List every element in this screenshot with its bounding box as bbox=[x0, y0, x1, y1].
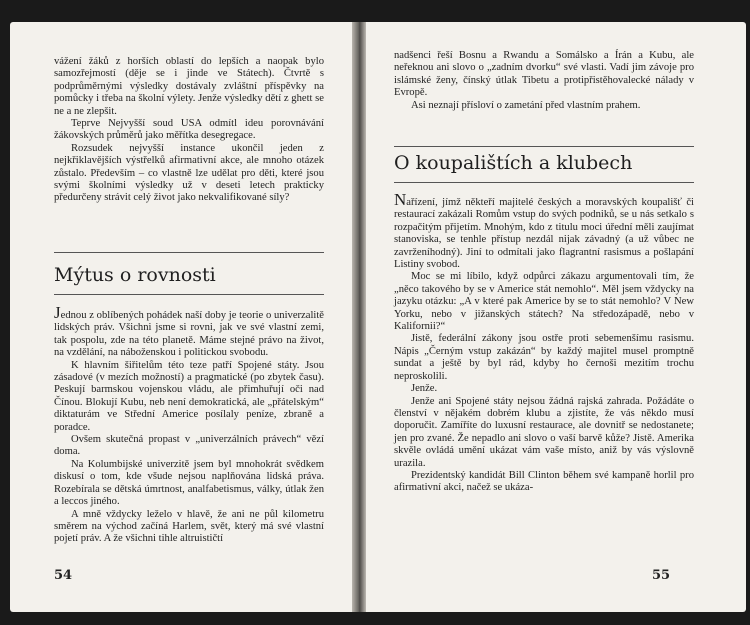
paragraph: K hlavním šiřitelům této teze patří Spojené státy. Jsou zásadové (v mezích možností) a pragmatické (po zbytek času). Peskují barmskou vojenskou vládu, ale přimhuřují oči nad Čínou. Blokují Kubu, neb není demokratická, ale „přátelským“ diktaturám ve Střední Americe posílaly peníze, zbraně a poradce. bbox=[54, 359, 324, 433]
left-page bbox=[10, 22, 352, 612]
paragraph: Nařízení, jímž někteří majitelé českých a moravských koupališť či restaurací zakázali Romům vstup do svých podniků, se u nás setkalo s rozpačitým přijetím. Mnohým, kdo z titulu moci úřední měli zaujímat stanoviska, se tenhle přístup nezdál nijak závadný (a už vůbec ne zavrženíhodný). Jiní to odmítali jako flagrantní rasismus a pošlapání Listiny svobod. bbox=[394, 190, 694, 271]
right-top-text bbox=[394, 50, 694, 112]
paragraph: Jenže. bbox=[410, 383, 438, 395]
page-number: 55 bbox=[652, 568, 671, 583]
drop-cap: N bbox=[394, 190, 407, 209]
paragraph: Rozsudek nejvyšší instance ukončil jeden z nejkřiklavějších výstřelků afirmativní akce, ale mnoho otázek zůstalo. Především – co vlastně lze udělat pro děti, které jsou svými školními výsledky už v deseti letech prakticky předurčeny strávit celý život jako nekvalifikované síly? bbox=[54, 142, 324, 204]
right-page bbox=[366, 22, 746, 612]
drop-cap: J bbox=[54, 303, 61, 322]
paragraph: Asi neznají přísloví o zametání před vlastním prahem. bbox=[410, 99, 641, 111]
paragraph: Ovšem skutečná propast v „univerzálních právech“ vězí doma. bbox=[54, 434, 324, 458]
section-title: Mýtus o rovnosti bbox=[54, 264, 216, 286]
paragraph: A mně vždycky leželo v hlavě, že ani ne půl kilometru směrem na východ začíná Harlem, svět, který má své vlastní pojetí práv. A že všichni tihle altruističtí bbox=[54, 508, 324, 545]
left-top-text bbox=[54, 56, 324, 205]
divider bbox=[394, 182, 694, 183]
paragraph: Moc se mi líbilo, když odpůrci zákazu argumentovali tím, že „něco takového by se v Americe stát nemohlo“. Měl jsem vždycky na jazyku otázku: „A v které pak Americe by se to stát nemohlo? V New Yorku, nebo v jižanských státech? Na středozápadě, nebo v Kalifornii?“ bbox=[394, 271, 694, 333]
paragraph: Jistě, federální zákony jsou ostře proti sebemenšímu rasismu. Nápis „Černým vstup zakázán“ by každý majitel musel promptně sundat a ještě by byl rád, kdyby ho černoši mezitím trochu neproskolili. bbox=[394, 333, 694, 382]
paragraph: Jenže ani Spojené státy nejsou žádná rajská zahrada. Požádáte o členství v nějakém dobrém klubu a zjistíte, že vás někdo musí doporučit. Zamíříte do luxusní restaurace, ale dovnitř se nedostanete; jen pro zvané. Že nepadlo ani slovo o vaší barvě kůže? Jistě. Amerika skvěle ovládá umění ukázat vám vaše místo, aniž by vás výslovně urazila. bbox=[394, 395, 694, 469]
left-section-text bbox=[54, 303, 324, 546]
divider bbox=[54, 294, 324, 295]
paragraph: Na Kolumbijské univerzitě jsem byl mnohokrát svědkem diskusí o tom, kde všude nejsou naplňována lidská práva. Rozebírala se dětská úmrtnost, analfabetismus, války, útlak žen a leccos jiného. bbox=[54, 458, 324, 508]
right-section-text bbox=[394, 190, 694, 495]
paragraph: Teprve Nejvyšší soud USA odmítl ideu porovnávání žákovských průměrů jako měřítka desegregace. bbox=[54, 118, 324, 142]
paragraph: Jednou z oblíbených pohádek naší doby je teorie o univerzalitě lidských práv. Všichni jsme si rovni, jak ve své vlastní zemi, tak pospolu, zde na této planetě. Máme stejné právo na život, na vzdělání, na náboženskou i politickou svobodu. bbox=[54, 303, 324, 359]
paragraph: nadšenci řeší Bosnu a Rwandu a Somálsko a Írán a Kubu, ale neřeknou ani slovo o „zadním dvorku“ své vlasti. Vadí jim závoje pro islámské ženy, čínský útlak Tibetu a protipřistěhovalecké nálady v Evropě. bbox=[394, 50, 694, 99]
divider bbox=[54, 252, 324, 253]
book-gutter bbox=[352, 22, 366, 612]
divider bbox=[394, 146, 694, 147]
section-title: O koupalištích a klubech bbox=[394, 152, 633, 174]
paragraph: Prezidentský kandidát Bill Clinton během své kampaně horlil pro afirmativní akci, načež se ukáza- bbox=[394, 469, 694, 494]
page-number: 54 bbox=[54, 568, 73, 583]
paragraph: vážení žáků z horších oblastí do lepších a naopak bylo samozřejmostí (děje se i jinde ve Státech). Čtvrtě s podprůměrnými výsledky dostávaly zvláštní příspěvky na pomůcky i třeba na školní výlety. Jenže výsledky dětí z ghett se ne a ne zlepšit. bbox=[54, 56, 324, 117]
